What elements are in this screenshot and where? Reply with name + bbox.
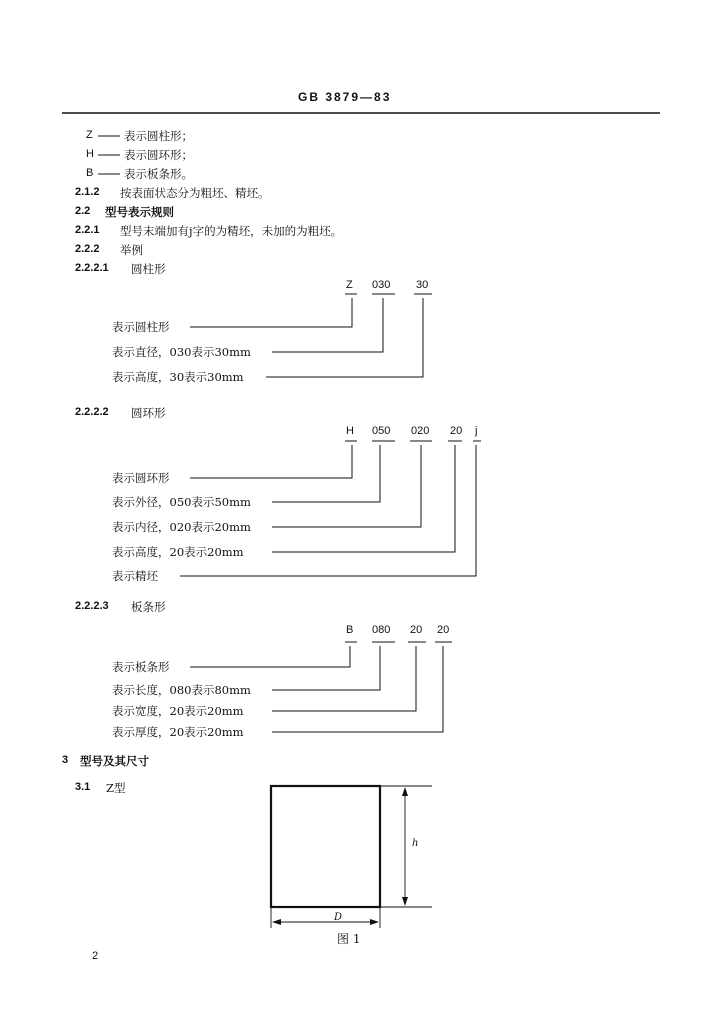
ex1-title: 圆柱形 bbox=[131, 262, 166, 276]
figure-caption: 图 1 bbox=[337, 932, 361, 946]
ex2-title: 圆环形 bbox=[131, 406, 166, 420]
page-number: 2 bbox=[92, 950, 99, 962]
ex2-code-finish: j bbox=[475, 425, 478, 437]
ex1-line-height: 表示高度，30表示30mm bbox=[112, 370, 244, 384]
ex1-code-type: Z bbox=[346, 279, 353, 291]
cylinder-outline bbox=[271, 786, 380, 907]
ex1-number: 2.2.2.1 bbox=[75, 262, 109, 274]
ex3-code-width: 20 bbox=[410, 624, 423, 636]
ex3-line-thickness: 表示厚度，20表示20mm bbox=[112, 725, 244, 739]
section-3-number: 3 bbox=[62, 754, 69, 766]
ex3-number: 2.2.2.3 bbox=[75, 600, 109, 612]
legend-code-z: Z bbox=[86, 129, 93, 141]
clause-2-1-2-number: 2.1.2 bbox=[75, 186, 100, 198]
ex3-code-length: 080 bbox=[372, 624, 391, 636]
clause-2-2-1-text: 型号末端加有j字的为精坯，未加的为粗坯。 bbox=[120, 224, 343, 238]
document-header: GB 3879—83 bbox=[298, 90, 392, 104]
ex1-line-type: 表示圆柱形 bbox=[112, 320, 170, 334]
legend-text-b: 表示板条形。 bbox=[124, 167, 193, 181]
ex2-line-finish: 表示精坯 bbox=[112, 569, 158, 583]
ex2-line-inner: 表示内径，020表示20mm bbox=[112, 520, 251, 534]
ex1-leaders bbox=[190, 294, 432, 377]
ex2-number: 2.2.2.2 bbox=[75, 406, 109, 418]
clause-2-1-2-text: 按表面状态分为粗坯、精坯。 bbox=[120, 186, 270, 200]
ex1-code-height: 30 bbox=[416, 279, 429, 291]
ex3-line-type: 表示板条形 bbox=[112, 660, 170, 674]
ex2-line-type: 表示圆环形 bbox=[112, 471, 170, 485]
ex2-line-outer: 表示外径，050表示50mm bbox=[112, 495, 251, 509]
section-3-1-number: 3.1 bbox=[75, 781, 91, 793]
clause-2-2-2-number: 2.2.2 bbox=[75, 243, 100, 255]
clause-2-2-1-number: 2.2.1 bbox=[75, 224, 100, 236]
ex3-code-thickness: 20 bbox=[437, 624, 450, 636]
legend-text-z: 表示圆柱形； bbox=[124, 129, 193, 143]
ex3-line-length: 表示长度，080表示80mm bbox=[112, 683, 251, 697]
ex3-title: 板条形 bbox=[131, 600, 166, 614]
clause-2-2-number: 2.2 bbox=[75, 205, 91, 217]
clause-2-2-2-text: 举例 bbox=[120, 243, 143, 257]
ex2-code-inner: 020 bbox=[411, 425, 430, 437]
dimension-h-label: h bbox=[412, 838, 419, 849]
legend-code-b: B bbox=[86, 167, 94, 179]
dimension-d-label: D bbox=[334, 912, 343, 923]
ex2-code-type: H bbox=[346, 425, 354, 437]
ex2-code-outer: 050 bbox=[372, 425, 391, 437]
ex1-code-diameter: 030 bbox=[372, 279, 391, 291]
ex3-code-type: B bbox=[346, 624, 354, 636]
section-3-1-title: Z型 bbox=[106, 781, 126, 795]
ex1-line-diameter: 表示直径，030表示30mm bbox=[112, 345, 251, 359]
ex2-line-height: 表示高度，20表示20mm bbox=[112, 545, 244, 559]
clause-2-2-title: 型号表示规则 bbox=[105, 205, 174, 219]
legend-text-h: 表示圆环形； bbox=[124, 148, 193, 162]
ex2-code-height: 20 bbox=[450, 425, 463, 437]
section-3-title: 型号及其尺寸 bbox=[80, 754, 149, 768]
ex3-line-width: 表示宽度，20表示20mm bbox=[112, 704, 244, 718]
figure-1-drawing bbox=[271, 786, 432, 928]
legend-code-h: H bbox=[86, 148, 94, 160]
